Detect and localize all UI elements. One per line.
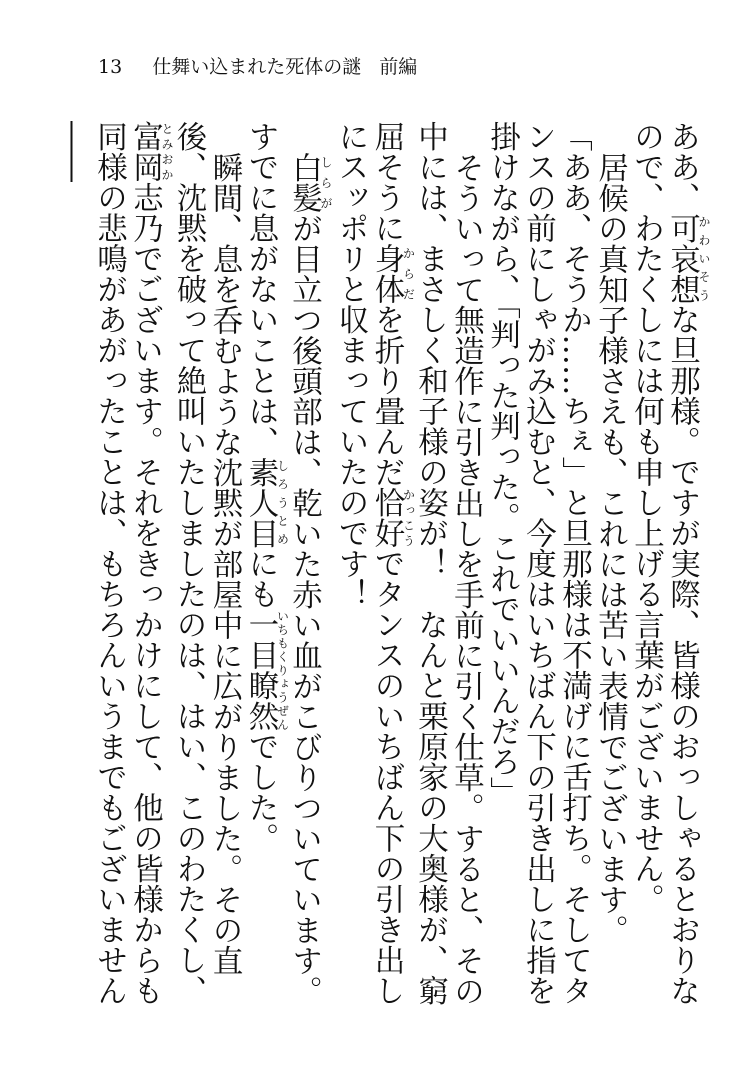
ruby-ichimoku: 一目瞭然いちもくりょうぜん <box>243 609 290 731</box>
page-header <box>98 52 417 79</box>
paragraph-3: 「ああ、そうか……ちぇ」と旦那様は不満げに舌打ち。そしてタンスの前にしゃがみ込むと、今度はいちばん下の引き出しに指を掛けながら、「判った判った。これでいいんだろ」 <box>484 121 592 1006</box>
chapter-title: 仕舞い込まれた死体の謎 <box>152 56 362 78</box>
ruby-kawaisou: 可哀想かわいそう <box>664 212 711 304</box>
paragraph-5: 白髪しらがが目立つ後頭部は、乾いた赤い血がこびりついています。すでに息がないことは、素人目しろうとめにも一目瞭然いちもくりょうぜんでした。 <box>243 121 333 1006</box>
paragraph-2: 居候の真知子様さえも、これには苦い表情でございます。 <box>592 151 628 945</box>
ruby-shirouto: 素人目しろうとめ <box>243 456 290 548</box>
chapter-part: 前編 <box>379 56 418 78</box>
body-text <box>55 121 711 1026</box>
paragraph-4: そういって無造作に引き出しを手前に引く仕草。すると、その中には、まさしく和子様の姿が！ なんと栗原家の大奥様が、窮屈そうに身体からだを折り畳んだ恰好かっこうでタンスのいちばん下の引き出しにスッポリと収まっていたのです！ <box>333 121 484 1006</box>
ruby-karada: 身体からだ <box>369 243 416 304</box>
page-number: 13 <box>98 56 123 78</box>
paragraph-6: 瞬間、息を呑むような沈黙が部屋中に広がりました。その直後、沈黙を破って絶叫いたしましたのは、はい、このわたくし、富岡とみおか志乃でございます。それをきっかけにして、他の皆様からも同様の悲鳴があがったことは、もちろんいうまでもございません―― <box>55 121 242 1006</box>
ruby-tomioka: 富岡とみおか <box>127 121 174 182</box>
ruby-kakkou: 恰好かっこう <box>369 487 416 548</box>
paragraph-1: ああ、可哀想かわいそうな旦那様。ですが実際、皆様のおっしゃるとおりなので、わたくしには何も申し上げる言葉がございません。 <box>628 121 711 1006</box>
ruby-shiraga: 白髪しらが <box>286 151 333 213</box>
